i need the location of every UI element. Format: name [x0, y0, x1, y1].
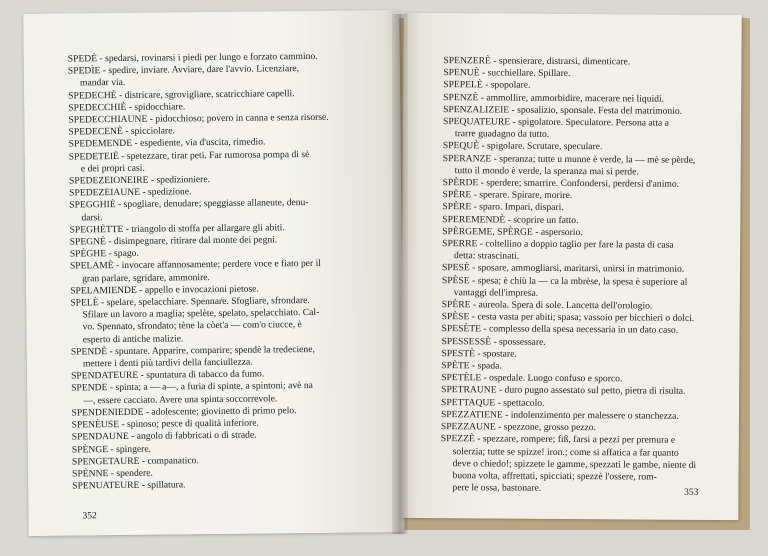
- entry-line: SPÈRE - sparo. Impari, dispari.: [442, 201, 564, 214]
- entry-line: SPÈRE - aureola. Spera di sole. Lancetta dell'orologio.: [441, 299, 653, 312]
- entry-line: SPEDECENÈ - spicciolare.: [68, 125, 175, 138]
- entry-line: SPERANZE - speranza; tutte u munne è verde, la — mè se pèrde,: [442, 152, 696, 166]
- left-page-number: 352: [82, 511, 97, 522]
- entry-line: SPÈNNE - spendere.: [72, 467, 153, 480]
- left-entries: [68, 50, 383, 493]
- entry-line: e dei propri casi.: [80, 162, 145, 175]
- dictionary-entry: [71, 343, 381, 371]
- right-page: [400, 13, 742, 520]
- entry-line: Sfilare un lavoro a maglia; spelète, spelato, spelacchiato. Cal-: [82, 307, 320, 321]
- entry-line: SPENZÈ - ammollire, ammorbidire, macerare nei liquidi.: [443, 91, 665, 105]
- entry-line: SPEREMENDÈ - scoprire un fatto.: [442, 213, 579, 226]
- entry-line: SPEQUÈ - spigolare. Scrutare, speculare.: [442, 140, 603, 153]
- entry-line: SPÈTE - spada.: [441, 360, 502, 372]
- entry-line: SPÈRGEME, SPÈRGE - aspersorio.: [442, 225, 583, 238]
- entry-line: SPÈGHE - spago.: [69, 248, 139, 260]
- entry-line: vantaggi dell'impresa.: [453, 287, 539, 299]
- entry-line: deve o chiedo!; spizzete le gamme, spezzati le gambe, niente di: [452, 457, 697, 471]
- entry-line: SPESTÈ - spostare.: [441, 347, 517, 360]
- dictionary-entry: [69, 148, 379, 176]
- dictionary-entry: [443, 116, 725, 142]
- entry-line: SPENDENIEDDE - adolescente; giovinetto di primo pelo.: [71, 405, 297, 419]
- entry-line: SPÈRE - sperare. Spirare, morire.: [442, 189, 573, 202]
- entry-line: SPENZERÈ - spensierare, distrarsi, dimenticare.: [443, 55, 631, 68]
- entry-line: SPEDECCHIÈ - spidocchiare.: [68, 101, 186, 114]
- entry-line: SPENUÈ - succhiellare. Spillare.: [443, 67, 571, 80]
- entry-line: gran parlare, sgridare, ammonire.: [81, 271, 210, 285]
- entry-line: SPETTAQUE - spettacolo.: [441, 396, 545, 409]
- entry-line: darsi.: [81, 211, 103, 224]
- entry-line: pere le ossa, bastonare.: [452, 482, 542, 494]
- entry-line: SPESÈTE - complesso della spesa necessaria in un dato caso.: [441, 323, 679, 337]
- entry-line: SPENDATEURE - spuntatura di tabacco da fumo.: [71, 368, 265, 382]
- dictionary-entry: [70, 258, 380, 286]
- entry-line: esperto di antiche malizie.: [82, 332, 184, 346]
- right-page-number: 353: [684, 487, 699, 498]
- right-entries: [440, 55, 725, 496]
- entry-line: SPENÈUSE - spinoso; pesce di qualità inferiore.: [71, 417, 259, 431]
- entry-line: SPEPELÈ - spopolare.: [443, 79, 531, 92]
- entry-line: SPETRAUNE - duro pugno assestato sul petto, pietra di risulta.: [441, 384, 686, 398]
- entry-line: SPEQUATEURE - spigolatore. Speculatore. Persona atta a: [442, 116, 669, 129]
- entry-line: SPEDEMENDE - espediente, via d'uscita, rimedio.: [68, 136, 266, 150]
- entry-line: SPÈNGE - spingere.: [71, 443, 152, 455]
- entry-line: SPEDÌE - spedire, inviare. Avviare, dare l'avvio. Licenziare,: [67, 63, 300, 77]
- dictionary-entry: [440, 433, 722, 496]
- left-page: [23, 10, 404, 536]
- entry-line: SPÈSE - spesa; è chiù la — ca la mbrèse, la spesa è superiore al: [441, 274, 688, 288]
- entry-line: SPEDEZEIAUNE - spedizione.: [69, 186, 192, 199]
- dictionary-entry: [72, 477, 382, 492]
- entry-line: SPELAMÈ - invocare affannosamente; perdere voce e fiato per il: [69, 258, 321, 272]
- book-gutter: [392, 14, 408, 534]
- dictionary-entry: [69, 197, 379, 225]
- entry-line: SPEDECCHIAUNE - pidocchioso; povero in canna e senza risorse.: [68, 111, 329, 126]
- dictionary-entry: [442, 238, 724, 264]
- entry-line: SPEDÈ - spedarsi, rovinarsi i piedi per lungo e forzato cammino.: [67, 50, 318, 65]
- entry-line: buona volta, affrettati, spicciati; spezzè l'ossere, rom-: [452, 470, 657, 483]
- entry-line: trarre guadagno da tutto.: [454, 128, 550, 141]
- entry-line: solerzia; tutte se spizze! iron.; come si affatica a far quanto: [452, 445, 679, 459]
- entry-line: SPEDEZEIONEIRE - spedizioniere.: [68, 174, 211, 187]
- entry-line: SPENGETAURE - companatico.: [71, 454, 199, 468]
- entry-line: SPEZZATIENE - indolenzimento per malessere o stanchezza.: [440, 408, 679, 422]
- entry-line: SPELAMIENDE - appello e invocazioni pietose.: [70, 283, 259, 297]
- entry-line: SPEDETEIÈ - spetezzare, tirar peti. Far rumorosa pompa di sè: [68, 148, 310, 163]
- entry-line: detta: strascinati.: [454, 250, 520, 262]
- entry-line: —, essere cacciato. Avere una spinta soccorrevole.: [83, 393, 278, 407]
- dictionary-entry: [442, 275, 724, 301]
- entry-line: SPETÈLE - ospedale. Luogo confuso e sporco.: [441, 372, 623, 385]
- entry-line: SPELÈ - spelare, spelacchiare. Spennare. Sfogliare, sfrondare.: [70, 295, 310, 309]
- entry-line: SPÈSE - cesta vasta per abiti; spasa; vassoio per bicchieri o dolci.: [441, 311, 695, 325]
- entry-line: SPEGNÈ - disimpegnare, ritirare dal monte dei pegni.: [69, 234, 278, 248]
- entry-line: SPENUATEURE - spillatura.: [72, 479, 186, 492]
- open-book: [4, 6, 762, 546]
- entry-line: SPENZALIZEIE - sposalizio, sponsale. Festa del matrimonio.: [443, 103, 683, 117]
- entry-line: tutto il mondo è verde, la speranza mai si perde.: [454, 165, 639, 178]
- entry-line: mettere i denti più tardivi della fanciullezza.: [82, 356, 253, 370]
- entry-line: SPENDE - spinta; a — a—, a furia di spinte, a spintoni; avè na: [71, 380, 313, 394]
- dictionary-entry: [71, 380, 381, 408]
- dictionary-entry: [70, 294, 380, 346]
- entry-line: SPEZZÈ - spezzare, rompere; fiß, farsi a pezzi per premura e: [440, 433, 676, 447]
- entry-line: SPEGHÈTTE - triangolo di stoffa per allargare gli abiti.: [69, 222, 285, 236]
- entry-line: SPEZZAUNE - spezzone, grosso pezzo.: [440, 421, 596, 434]
- dictionary-entry: [68, 62, 378, 90]
- entry-line: SPENDÈ - spuntare. Apparire, comparire; spendè la tredeciene,: [70, 343, 315, 358]
- entry-line: SPERRE - coltellino a doppio taglio per fare la pasta di casa: [442, 238, 674, 251]
- entry-line: SPESSESSÈ - spossessare.: [441, 335, 546, 348]
- entry-line: SPEDECHÈ - districare, sgrovigliare, scatricchiare capelli.: [68, 87, 295, 102]
- dictionary-entry: [443, 153, 725, 179]
- entry-line: mandar via.: [79, 77, 126, 89]
- entry-line: SPENDAUNE - angolo di fabbricati o di strade.: [71, 429, 257, 443]
- entry-line: SPESÈ - sposare, ammogliarsi, maritarsi, unirsi in matrimonio.: [441, 262, 685, 276]
- entry-line: vo. Spennato, sfrondato; tène la còet'a — com'o ciucce, è: [82, 319, 302, 333]
- entry-line: SPEGGHIÈ - spogliare, denudare; speggiasse allaneute, denu-: [69, 197, 309, 211]
- entry-line: SPÈRDE - sperdere; smarrire. Confondersi, perdersi d'animo.: [442, 177, 680, 190]
